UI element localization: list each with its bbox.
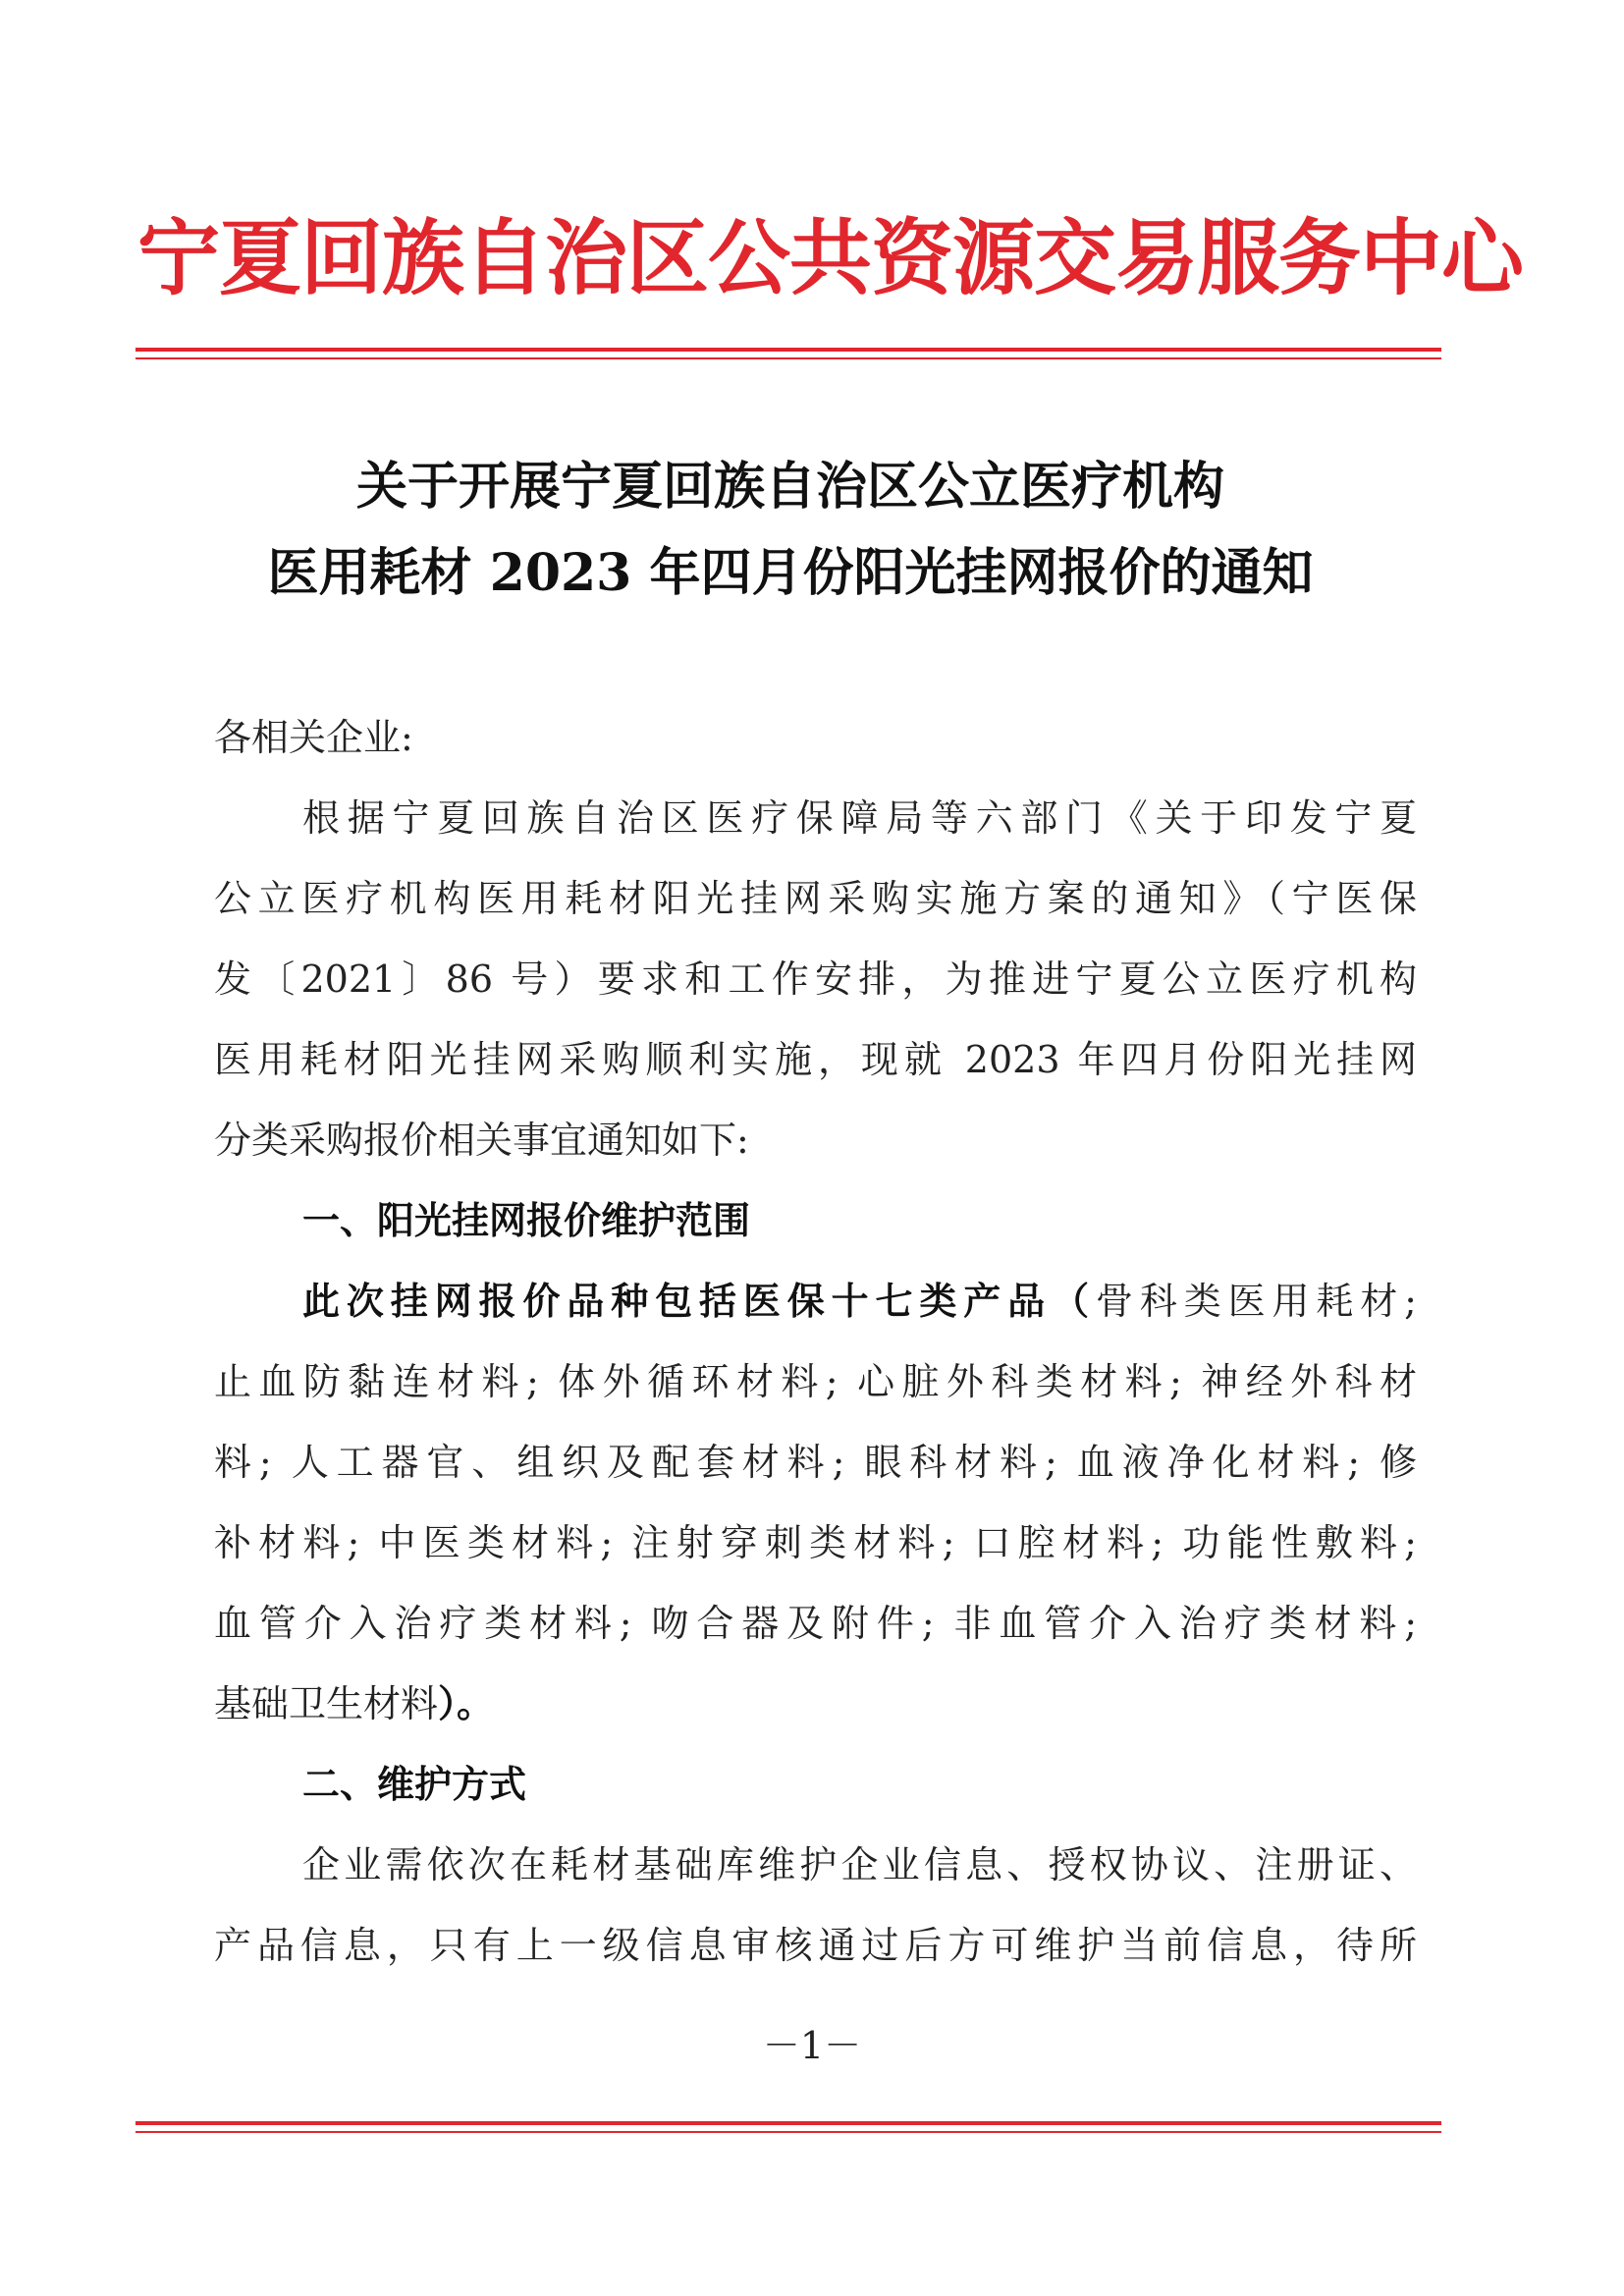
- intro-line-5: 分类采购报价相关事宜通知如下:: [214, 1119, 749, 1162]
- section1-line-4: 补材料; 中医类材料; 注射穿刺类材料; 口腔材料; 功能性敷料;: [214, 1521, 1417, 1564]
- section1-last-item: 基础卫生材料: [214, 1682, 439, 1725]
- section1-closing: ）。: [438, 1681, 495, 1725]
- section1-line-3: 料; 人工器官、组织及配套材料; 眼科材料; 血液净化材料; 修: [214, 1441, 1417, 1484]
- document-body: [214, 697, 1417, 1986]
- section1-line-1: [214, 1261, 1417, 1341]
- document-title: [137, 444, 1443, 617]
- letterhead-organization: 宁夏回族自治区公共资源交易服务中心: [137, 209, 1524, 306]
- intro-line-2: 公立医疗机构医用耗材阳光挂网采购实施方案的通知》（宁医保: [214, 877, 1417, 920]
- salutation: 各相关企业:: [214, 716, 413, 759]
- section2-line-2: 产品信息，只有上一级信息审核通过后方可维护当前信息，待所: [214, 1924, 1417, 1967]
- section1-first-item: 骨科类医用耗材;: [1095, 1280, 1417, 1323]
- section1-line-2: 止血防黏连材料; 体外循环材料; 心脏外科类材料; 神经外科材: [214, 1360, 1417, 1403]
- page-number: －1－: [762, 2024, 862, 2067]
- letterhead-rule-thick: [135, 348, 1441, 352]
- section1-line-5: 血管介入治疗类材料; 吻合器及附件; 非血管介入治疗类材料;: [214, 1602, 1417, 1645]
- title-line-2: 医用耗材 2023 年四月份阳光挂网报价的通知: [267, 543, 1314, 603]
- title-line-1: 关于开展宁夏回族自治区公立医疗机构: [355, 457, 1224, 517]
- intro-line-4: 医用耗材阳光挂网采购顺利实施，现就 2023 年四月份阳光挂网: [214, 1038, 1417, 1081]
- section2-line-1: 企业需依次在耗材基础库维护企业信息、授权协议、注册证、: [302, 1843, 1417, 1886]
- footer-rule-thin: [135, 2131, 1441, 2133]
- section2-heading: 二、维护方式: [302, 1762, 527, 1806]
- letterhead-rule-thin: [135, 357, 1441, 359]
- intro-line-1: 根据宁夏回族自治区医疗保障局等六部门《关于印发宁夏: [302, 796, 1417, 840]
- intro-line-3: 发〔2021〕86 号）要求和工作安排，为推进宁夏公立医疗机构: [214, 957, 1417, 1001]
- section1-lead: 此次挂网报价品种包括医保十七类产品（: [302, 1279, 1096, 1323]
- section1-heading: 一、阳光挂网报价维护范围: [302, 1198, 751, 1242]
- footer-rule-thick: [135, 2121, 1441, 2125]
- section1-line-6: [214, 1664, 1417, 1744]
